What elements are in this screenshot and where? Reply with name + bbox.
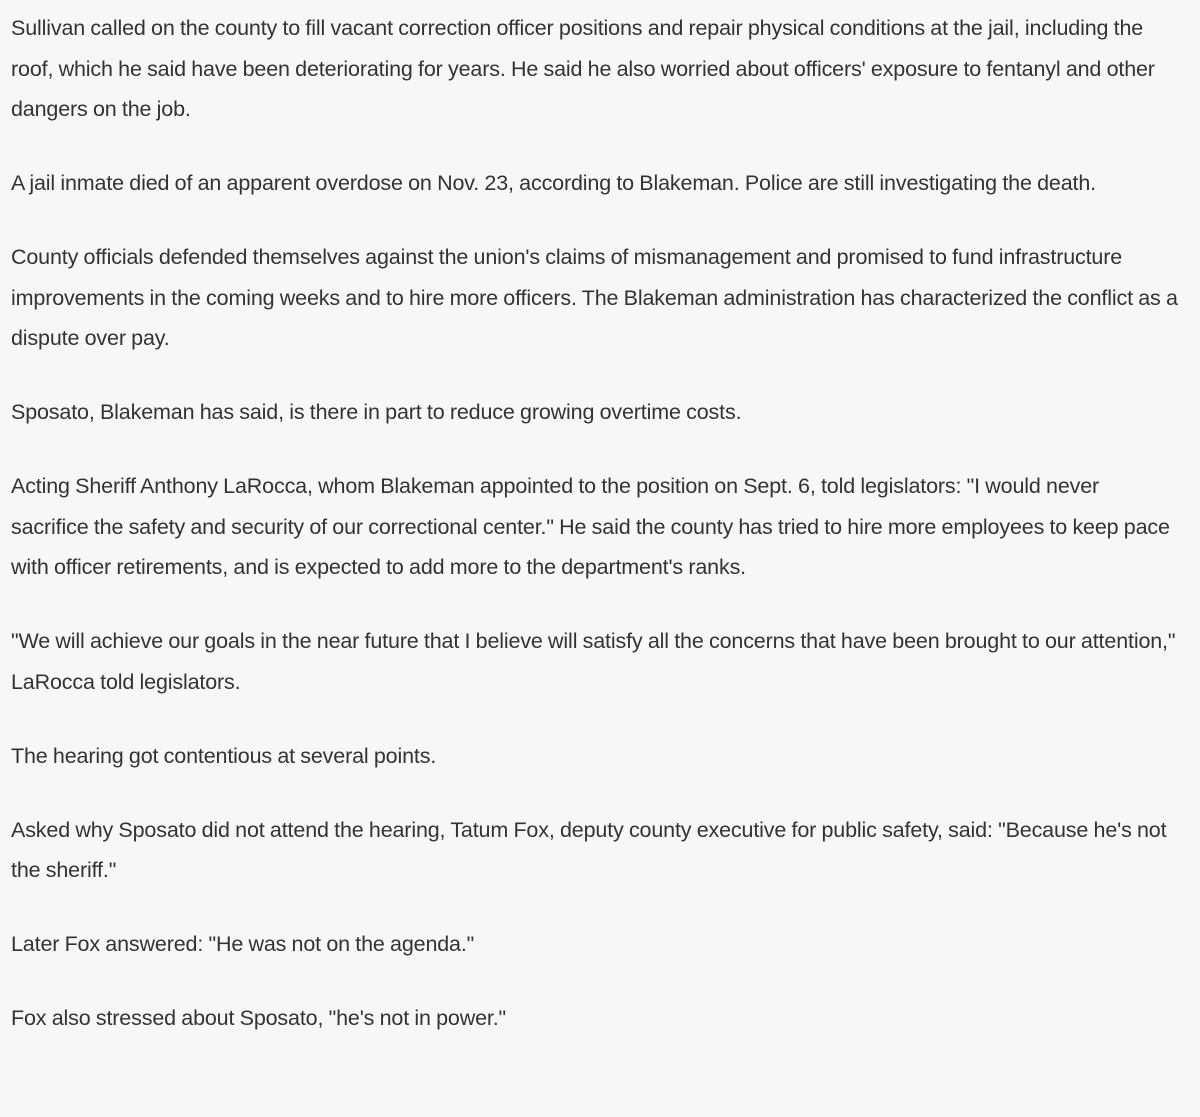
article-paragraph: A jail inmate died of an apparent overdose on Nov. 23, according to Blakeman. Police are still investigating the death. (11, 171, 1096, 195)
article-paragraph: County officials defended themselves against the union's claims of mismanagement and promised to fund infrastructure improvements in the coming weeks and to hire more officers. The Blakeman administration has characterized the conflict as a dispute over pay. (11, 245, 1178, 350)
article-paragraph: "We will achieve our goals in the near future that I believe will satisfy all the concerns that have been brought to our attention," LaRocca told legislators. (11, 629, 1176, 694)
article-paragraph: Acting Sheriff Anthony LaRocca, whom Blakeman appointed to the position on Sept. 6, told legislators: "I would never sacrifice the safety and security of our correctional center." He said the county has tried to hire more employees to keep pace with officer retirements, and is expected to add more to the department's ranks. (11, 474, 1170, 579)
article-paragraph: The hearing got contentious at several points. (11, 743, 437, 768)
article-paragraph: Fox also stressed about Sposato, "he's not in power." (11, 1006, 507, 1030)
article-paragraph: Sposato, Blakeman has said, is there in part to reduce growing overtime costs. (11, 400, 742, 424)
article-paragraph: Sullivan called on the county to fill vacant correction officer positions and repair physical conditions at the jail, including the roof, which he said have been deteriorating for years. He said he also worried about officers' exposure to fentanyl and other dangers on the job. (11, 16, 1155, 121)
article-paragraph: Later Fox answered: "He was not on the agenda." (11, 932, 475, 956)
article-paragraph: Asked why Sposato did not attend the hearing, Tatum Fox, deputy county executive for public safety, said: "Because he's not the sheriff." (11, 817, 1167, 882)
